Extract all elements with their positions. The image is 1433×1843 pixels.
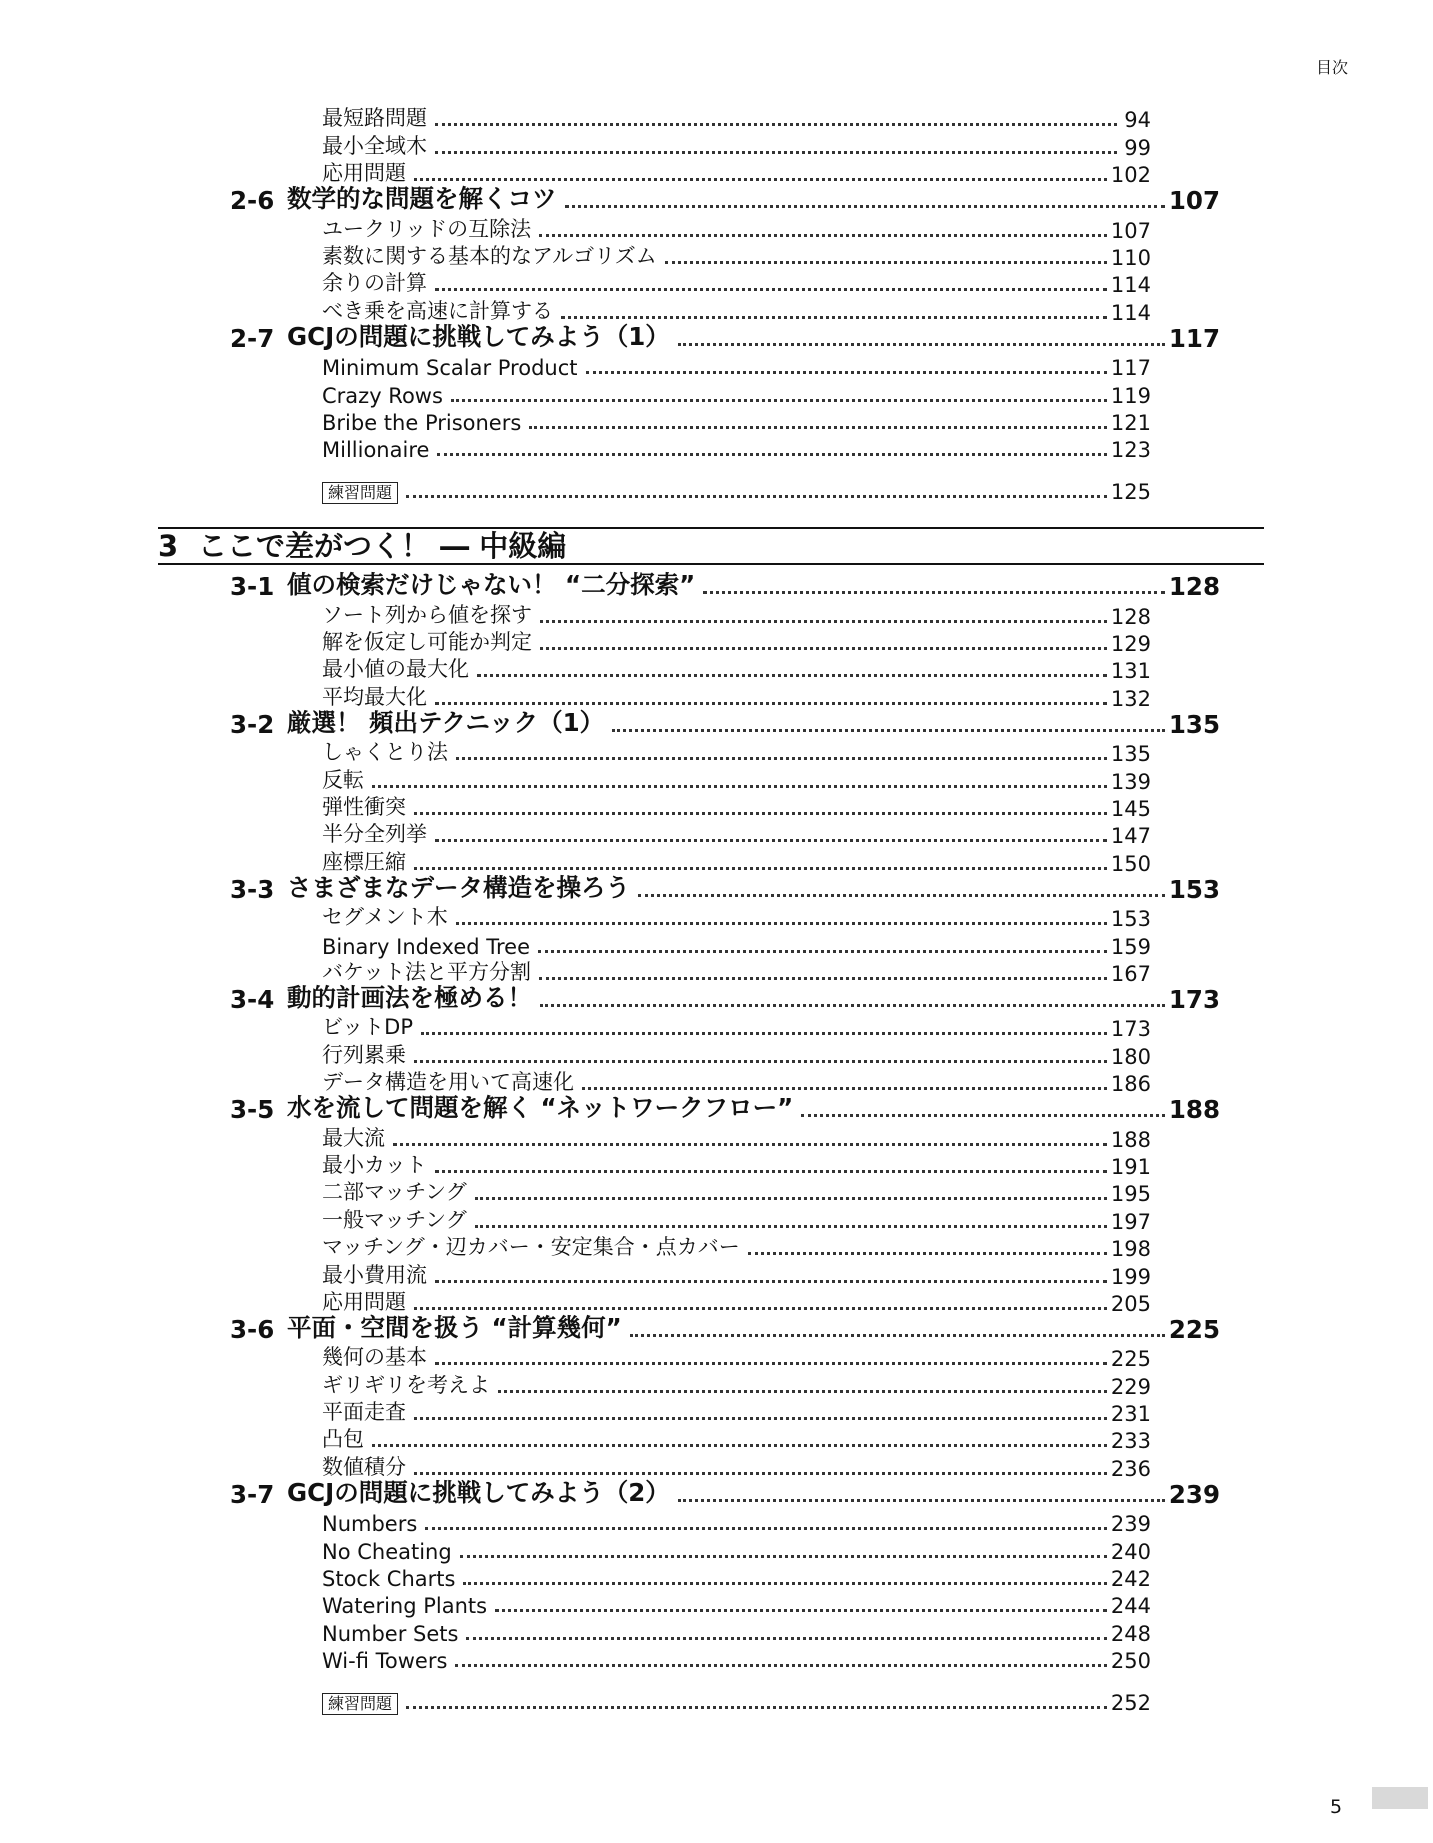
dot-leader <box>435 1280 1107 1283</box>
page-ref: 173 <box>1168 984 1220 1014</box>
page-ref: 128 <box>1110 604 1151 629</box>
page-ref: 110 <box>1110 245 1151 270</box>
dot-leader <box>435 1170 1107 1173</box>
page-ref: 244 <box>1110 1594 1151 1619</box>
subsection-title: Binary Indexed Tree <box>322 934 531 959</box>
section-number: 2-7 <box>230 323 275 353</box>
subsection-title: データ構造を用いて高速化 <box>322 1070 574 1095</box>
page-ref: 139 <box>1110 769 1151 794</box>
page-ref: 191 <box>1110 1154 1151 1179</box>
section-title: 平面・空間を扱う “計算幾何” <box>287 1312 622 1342</box>
subsection-title: ビットDP <box>322 1015 413 1040</box>
subsection-title: マッチング・辺カバー・安定集合・点カバー <box>322 1235 740 1260</box>
dot-leader <box>475 1197 1107 1200</box>
toc-subsection-entry[interactable] <box>0 1371 1151 1398</box>
page-ref: 114 <box>1110 273 1151 298</box>
toc-subsection-entry[interactable] <box>0 270 1151 297</box>
toc-subsection-entry[interactable] <box>0 243 1151 270</box>
toc-section-entry[interactable] <box>0 982 1220 1014</box>
toc-subsection-entry[interactable] <box>0 353 1151 380</box>
table-of-contents <box>0 105 1433 1715</box>
dot-leader <box>435 839 1107 842</box>
dot-leader <box>495 1609 1107 1612</box>
toc-subsection-entry[interactable] <box>0 904 1151 931</box>
subsection-title: No Cheating <box>322 1539 452 1564</box>
page-ref: 102 <box>1110 163 1151 188</box>
dot-leader <box>435 1362 1107 1365</box>
toc-subsection-entry[interactable] <box>0 1509 1151 1536</box>
page-ref: 145 <box>1110 797 1151 822</box>
subsection-title: 半分全列挙 <box>322 822 427 847</box>
dot-leader <box>565 205 1165 208</box>
toc-subsection-entry[interactable] <box>0 1179 1151 1206</box>
toc-subsection-entry[interactable] <box>0 105 1151 132</box>
subsection-title: 二部マッチング <box>322 1180 467 1205</box>
subsection-title: 幾何の基本 <box>322 1345 427 1370</box>
page-ref: 233 <box>1110 1429 1151 1454</box>
toc-subsection-entry[interactable] <box>0 1536 1151 1563</box>
dot-leader <box>455 1664 1107 1667</box>
dot-leader <box>456 922 1107 925</box>
dot-leader <box>529 426 1107 429</box>
subsection-title: 一般マッチング <box>322 1207 467 1232</box>
dot-leader <box>612 729 1165 732</box>
toc-section-entry[interactable] <box>0 707 1220 739</box>
subsection-title: バケット法と平方分割 <box>322 959 531 984</box>
page-ref: 205 <box>1110 1291 1151 1316</box>
subsection-title: 平面走査 <box>322 1400 406 1425</box>
dot-leader <box>372 785 1107 788</box>
dot-leader <box>466 1637 1106 1640</box>
page-ref: 107 <box>1168 186 1220 216</box>
toc-subsection-entry[interactable] <box>0 1152 1151 1179</box>
page-number: 5 <box>1330 1796 1343 1818</box>
toc-subsection-entry[interactable] <box>0 132 1151 159</box>
toc-subsection-entry[interactable] <box>0 1014 1151 1041</box>
subsection-title: Numbers <box>322 1512 418 1537</box>
page-ref: 107 <box>1110 218 1151 243</box>
toc-subsection-entry[interactable] <box>0 1041 1151 1068</box>
toc-exercise-entry[interactable] <box>0 474 1151 504</box>
section-number: 3-5 <box>230 1095 275 1125</box>
dot-leader <box>538 950 1107 953</box>
dot-leader <box>414 812 1107 815</box>
toc-subsection-entry[interactable] <box>0 601 1151 628</box>
toc-subsection-entry[interactable] <box>0 1124 1151 1151</box>
subsection-title: しゃくとり法 <box>322 740 448 765</box>
page-ref: 131 <box>1110 659 1151 684</box>
dot-leader <box>425 1527 1107 1530</box>
subsection-title: 応用問題 <box>322 1289 406 1314</box>
chapter-title: ここで差がつく！ ― 中級編 <box>198 529 567 564</box>
dot-leader <box>665 261 1107 264</box>
section-title: GCJの問題に挑戦してみよう（1） <box>287 321 670 351</box>
section-title: 数学的な問題を解くコツ <box>287 184 557 214</box>
page-ref: 248 <box>1110 1621 1151 1646</box>
page-ref: 188 <box>1168 1095 1220 1125</box>
dot-leader <box>460 1555 1107 1558</box>
toc-section-entry[interactable] <box>0 1477 1220 1509</box>
subsection-title: 行列累乗 <box>322 1042 406 1067</box>
toc-section-entry[interactable] <box>0 1093 1220 1125</box>
dot-leader <box>435 123 1117 126</box>
page-ref: 239 <box>1168 1479 1220 1509</box>
dot-leader <box>539 977 1107 980</box>
toc-subsection-entry[interactable] <box>0 629 1151 656</box>
dot-leader <box>475 1225 1107 1228</box>
subsection-title: ギリギリを考えよ <box>322 1372 490 1397</box>
dot-leader <box>539 234 1107 237</box>
page-ref: 135 <box>1168 709 1220 739</box>
page-ref: 123 <box>1110 438 1151 463</box>
subsection-title: 素数に関する基本的なアルゴリズム <box>322 243 657 268</box>
dot-leader <box>437 453 1106 456</box>
page-ref: 135 <box>1110 742 1151 767</box>
chapter-heading <box>158 527 1264 565</box>
dot-leader <box>498 1390 1107 1393</box>
exercise-label: 練習問題 <box>322 482 398 504</box>
toc-subsection-entry[interactable] <box>0 160 1151 187</box>
toc-subsection-entry[interactable] <box>0 1591 1151 1618</box>
page-ref: 186 <box>1110 1072 1151 1097</box>
subsection-title: セグメント木 <box>322 905 448 930</box>
page-ref: 94 <box>1124 108 1151 133</box>
section-title: 値の検索だけじゃない！ “二分探索” <box>287 570 696 600</box>
page-ref: 199 <box>1110 1264 1151 1289</box>
toc-subsection-entry[interactable] <box>0 1206 1151 1233</box>
toc-subsection-entry[interactable] <box>0 1618 1151 1645</box>
subsection-title: 余りの計算 <box>322 271 427 296</box>
toc-section-entry[interactable] <box>0 184 1220 216</box>
dot-leader <box>586 371 1107 374</box>
subsection-title: 最短路問題 <box>322 106 427 131</box>
page-ref: 236 <box>1110 1456 1151 1481</box>
dot-leader <box>435 288 1107 291</box>
section-number: 2-6 <box>230 186 275 216</box>
subsection-title: 最小値の最大化 <box>322 657 469 682</box>
dot-leader <box>456 757 1107 760</box>
page-ref: 167 <box>1110 961 1151 986</box>
subsection-title: べき乗を高速に計算する <box>322 298 553 323</box>
toc-subsection-entry[interactable] <box>0 408 1151 435</box>
dot-leader <box>393 1143 1107 1146</box>
section-number: 3-6 <box>230 1314 275 1344</box>
page-ref: 242 <box>1110 1567 1151 1592</box>
page-ref: 129 <box>1110 632 1151 657</box>
subsection-title: 最大流 <box>322 1125 385 1150</box>
subsection-title: 反転 <box>322 767 364 792</box>
toc-subsection-entry[interactable] <box>0 959 1151 986</box>
toc-section-entry[interactable] <box>0 570 1220 602</box>
toc-subsection-entry[interactable] <box>0 1646 1151 1673</box>
subsection-title: 最小費用流 <box>322 1262 427 1287</box>
toc-subsection-entry[interactable] <box>0 1426 1151 1453</box>
section-number: 3-3 <box>230 874 275 904</box>
page-ref: 231 <box>1110 1402 1151 1427</box>
dot-leader <box>540 647 1107 650</box>
page-ref: 229 <box>1110 1374 1151 1399</box>
dot-leader <box>678 1499 1165 1502</box>
dot-leader <box>703 591 1165 594</box>
page-ref: 250 <box>1110 1649 1151 1674</box>
page-ref: 173 <box>1110 1017 1151 1042</box>
toc-subsection-entry[interactable] <box>0 1399 1151 1426</box>
toc-subsection-entry[interactable] <box>0 766 1151 793</box>
subsection-title: 数値積分 <box>322 1454 406 1479</box>
page-ref: 180 <box>1110 1044 1151 1069</box>
section-number: 3-1 <box>230 572 275 602</box>
exercise-badge <box>322 1690 398 1715</box>
page-ref: 225 <box>1110 1347 1151 1372</box>
page-ref: 121 <box>1110 410 1151 435</box>
dot-leader <box>463 1582 1106 1585</box>
subsection-title: 凸包 <box>322 1427 364 1452</box>
exercise-label: 練習問題 <box>322 1693 398 1715</box>
page-ref: 153 <box>1168 874 1220 904</box>
page-ref: 188 <box>1110 1127 1151 1152</box>
subsection-title: Number Sets <box>322 1621 459 1646</box>
toc-subsection-entry[interactable] <box>0 656 1151 683</box>
page-ref: 132 <box>1110 686 1151 711</box>
subsection-title: ソート列から値を探す <box>322 602 532 627</box>
dot-leader <box>421 1032 1107 1035</box>
section-title: 動的計画法を極める！ <box>287 982 532 1012</box>
toc-subsection-entry[interactable] <box>0 1344 1151 1371</box>
toc-subsection-entry[interactable] <box>0 794 1151 821</box>
toc-subsection-entry[interactable] <box>0 931 1151 958</box>
toc-subsection-entry[interactable] <box>0 215 1151 242</box>
page-ref: 225 <box>1168 1314 1220 1344</box>
subsection-title: 応用問題 <box>322 161 406 186</box>
dot-leader <box>414 1060 1107 1063</box>
dot-leader <box>638 894 1165 897</box>
dot-leader <box>477 674 1107 677</box>
dot-leader <box>748 1252 1107 1255</box>
dot-leader <box>630 1334 1165 1337</box>
page-ref: 117 <box>1168 323 1220 353</box>
toc-section-entry[interactable] <box>0 872 1220 904</box>
page-ref: 159 <box>1110 934 1151 959</box>
subsection-title: 平均最大化 <box>322 684 427 709</box>
page-ref: 150 <box>1110 851 1151 876</box>
page-edge-tab <box>1372 1787 1428 1809</box>
dot-leader <box>414 1417 1107 1420</box>
dot-leader <box>801 1114 1165 1117</box>
section-number: 3-4 <box>230 984 275 1014</box>
dot-leader <box>540 620 1107 623</box>
page-ref: 198 <box>1110 1237 1151 1262</box>
dot-leader <box>540 1004 1165 1007</box>
dot-leader <box>678 343 1165 346</box>
page-ref: 114 <box>1110 300 1151 325</box>
page-ref: 240 <box>1110 1539 1151 1564</box>
toc-section-entry[interactable] <box>0 1312 1220 1344</box>
chapter-number: 3 <box>158 529 179 564</box>
page-ref: 239 <box>1110 1512 1151 1537</box>
subsection-title: Bribe the Prisoners <box>322 410 522 435</box>
subsection-title: 最小カット <box>322 1152 427 1177</box>
dot-leader <box>435 151 1117 154</box>
page-ref: 147 <box>1110 824 1151 849</box>
toc-subsection-entry[interactable] <box>0 1564 1151 1591</box>
page-ref: 128 <box>1168 572 1220 602</box>
subsection-title: 解を仮定し可能か判定 <box>322 630 532 655</box>
page-ref: 195 <box>1110 1182 1151 1207</box>
subsection-title: Wi-fi Towers <box>322 1649 448 1674</box>
page-ref: 99 <box>1124 135 1151 160</box>
page-ref: 153 <box>1110 907 1151 932</box>
subsection-title: ユークリッドの互除法 <box>322 216 532 241</box>
running-header: 目次 <box>1315 58 1348 77</box>
subsection-title: Minimum Scalar Product <box>322 356 578 381</box>
section-number: 3-7 <box>230 1479 275 1509</box>
page-ref: 125 <box>1110 480 1151 505</box>
subsection-title: Watering Plants <box>322 1594 488 1619</box>
section-title: GCJの問題に挑戦してみよう（2） <box>287 1477 670 1507</box>
subsection-title: Stock Charts <box>322 1567 456 1592</box>
toc-subsection-entry[interactable] <box>0 380 1151 407</box>
section-title: 水を流して問題を解く “ネットワークフロー” <box>287 1093 794 1123</box>
toc-subsection-entry[interactable] <box>0 739 1151 766</box>
section-number: 3-2 <box>230 709 275 739</box>
dot-leader <box>406 1706 1107 1709</box>
subsection-title: 座標圧縮 <box>322 849 406 874</box>
page-ref: 252 <box>1110 1691 1151 1716</box>
toc-subsection-entry[interactable] <box>0 821 1151 848</box>
page-ref: 119 <box>1110 383 1151 408</box>
exercise-badge <box>322 479 398 504</box>
section-title: さまざまなデータ構造を操ろう <box>287 872 630 902</box>
toc-section-entry[interactable] <box>0 321 1220 353</box>
section-title: 厳選！ 頻出テクニック（1） <box>287 707 605 737</box>
subsection-title: Millionaire <box>322 438 430 463</box>
toc-exercise-entry[interactable] <box>0 1685 1151 1715</box>
dot-leader <box>451 399 1107 402</box>
dot-leader <box>372 1444 1107 1447</box>
dot-leader <box>406 495 1107 498</box>
toc-subsection-entry[interactable] <box>0 435 1151 462</box>
toc-subsection-entry[interactable] <box>0 1261 1151 1288</box>
page-ref: 117 <box>1110 356 1151 381</box>
subsection-title: Crazy Rows <box>322 383 443 408</box>
toc-subsection-entry[interactable] <box>0 1234 1151 1261</box>
subsection-title: 弾性衝突 <box>322 795 406 820</box>
page-ref: 197 <box>1110 1209 1151 1234</box>
subsection-title: 最小全域木 <box>322 133 427 158</box>
